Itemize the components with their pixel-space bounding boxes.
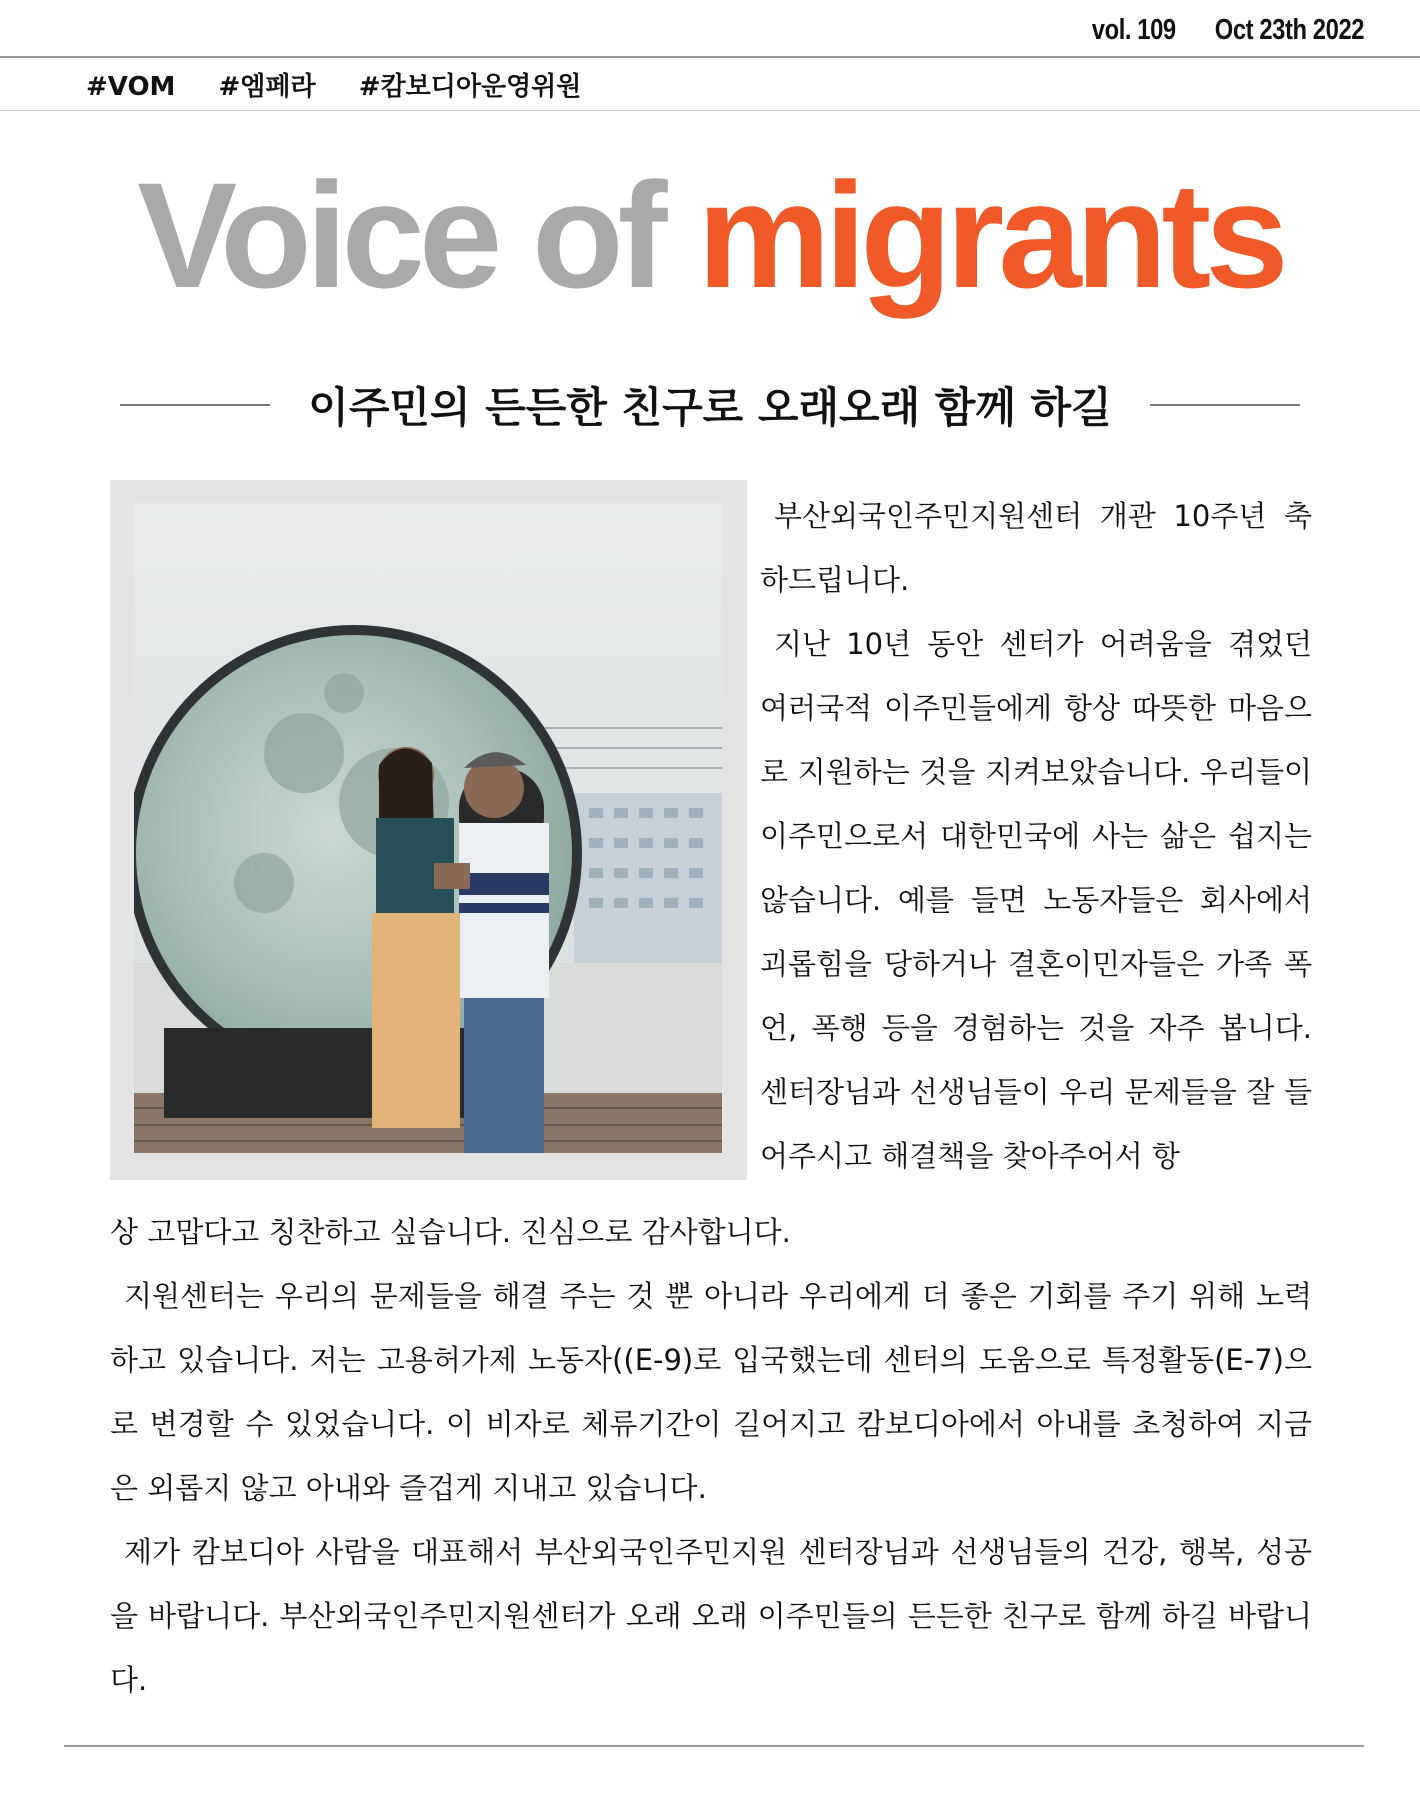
issue-info [1059, 14, 1364, 47]
body-paragraph: 상 고맙다고 칭찬하고 싶습니다. 진심으로 감사합니다. [110, 1215, 791, 1249]
article-subtitle: 이주민의 든든한 친구로 오래오래 함께 하길 [308, 383, 1112, 432]
subtitle-rule-right [1150, 404, 1300, 406]
lead-paragraph: 부산외국인주민지원센터 개관 10주년 축하드립니다. [760, 499, 1312, 597]
article-body [110, 1200, 1312, 1712]
hashtag-list [86, 66, 615, 103]
hashtag-cambodia-committee: #캄보디아운영위원 [358, 72, 582, 102]
hashtag-vom: #VOM [86, 72, 176, 102]
body-paragraph: 지원센터는 우리의 문제들을 해결 주는 것 뿐 아니라 우리에게 더 좋은 기회를 주기 위해 노력하고 있습니다. 저는 고용허가제 노동자((E-9)로 입국했는데 센터의 도움으로 특정활동(E-7)으로 변경할 수 있었습니다. 이 비자로 체류기간이 길어지고 캄보디아에서 아내를 초청하여 지금은 외롭지 않고 아내와 즐겁게 지내고 있습니다. [110, 1279, 1312, 1505]
couple-photo [134, 503, 722, 1153]
tags-rule [0, 110, 1420, 111]
masthead-title [0, 151, 1420, 319]
header-rule [0, 56, 1420, 58]
article-lead-column [760, 484, 1312, 1188]
lead-paragraph: 지난 10년 동안 센터가 어려움을 겪었던 여러국적 이주민들에게 항상 따뜻한 마음으로 지원하는 것을 지켜보았습니다. 우리들이 이주민으로서 대한민국에 사는 삶은 쉽지는 않습니다. 예를 들면 노동자들은 회사에서 괴롭힘을 당하거나 결혼이민자들은 가족 폭언, 폭행 등을 경험하는 것을 자주 봅니다. 센터장님과 선생님들이 우리 문제들을 잘 들어주시고 해결책을 찾아주어서 항 [760, 627, 1312, 1173]
footer-rule [64, 1745, 1364, 1747]
volume-number: vol. 109 [1091, 14, 1176, 46]
hashtag-empera: #엠페라 [218, 72, 316, 102]
body-paragraph: 제가 캄보디아 사람을 대표해서 부산외국인주민지원 센터장님과 선생님들의 건강, 행복, 성공을 바랍니다. 부산외국인주민지원센터가 오래 오래 이주민들의 든든한 친구로 함께 하길 바랍니다. [110, 1535, 1312, 1697]
issue-date: Oct 23th 2022 [1214, 14, 1364, 46]
masthead-voice-of: Voice of [137, 151, 662, 319]
masthead-migrants: migrants [697, 151, 1283, 319]
